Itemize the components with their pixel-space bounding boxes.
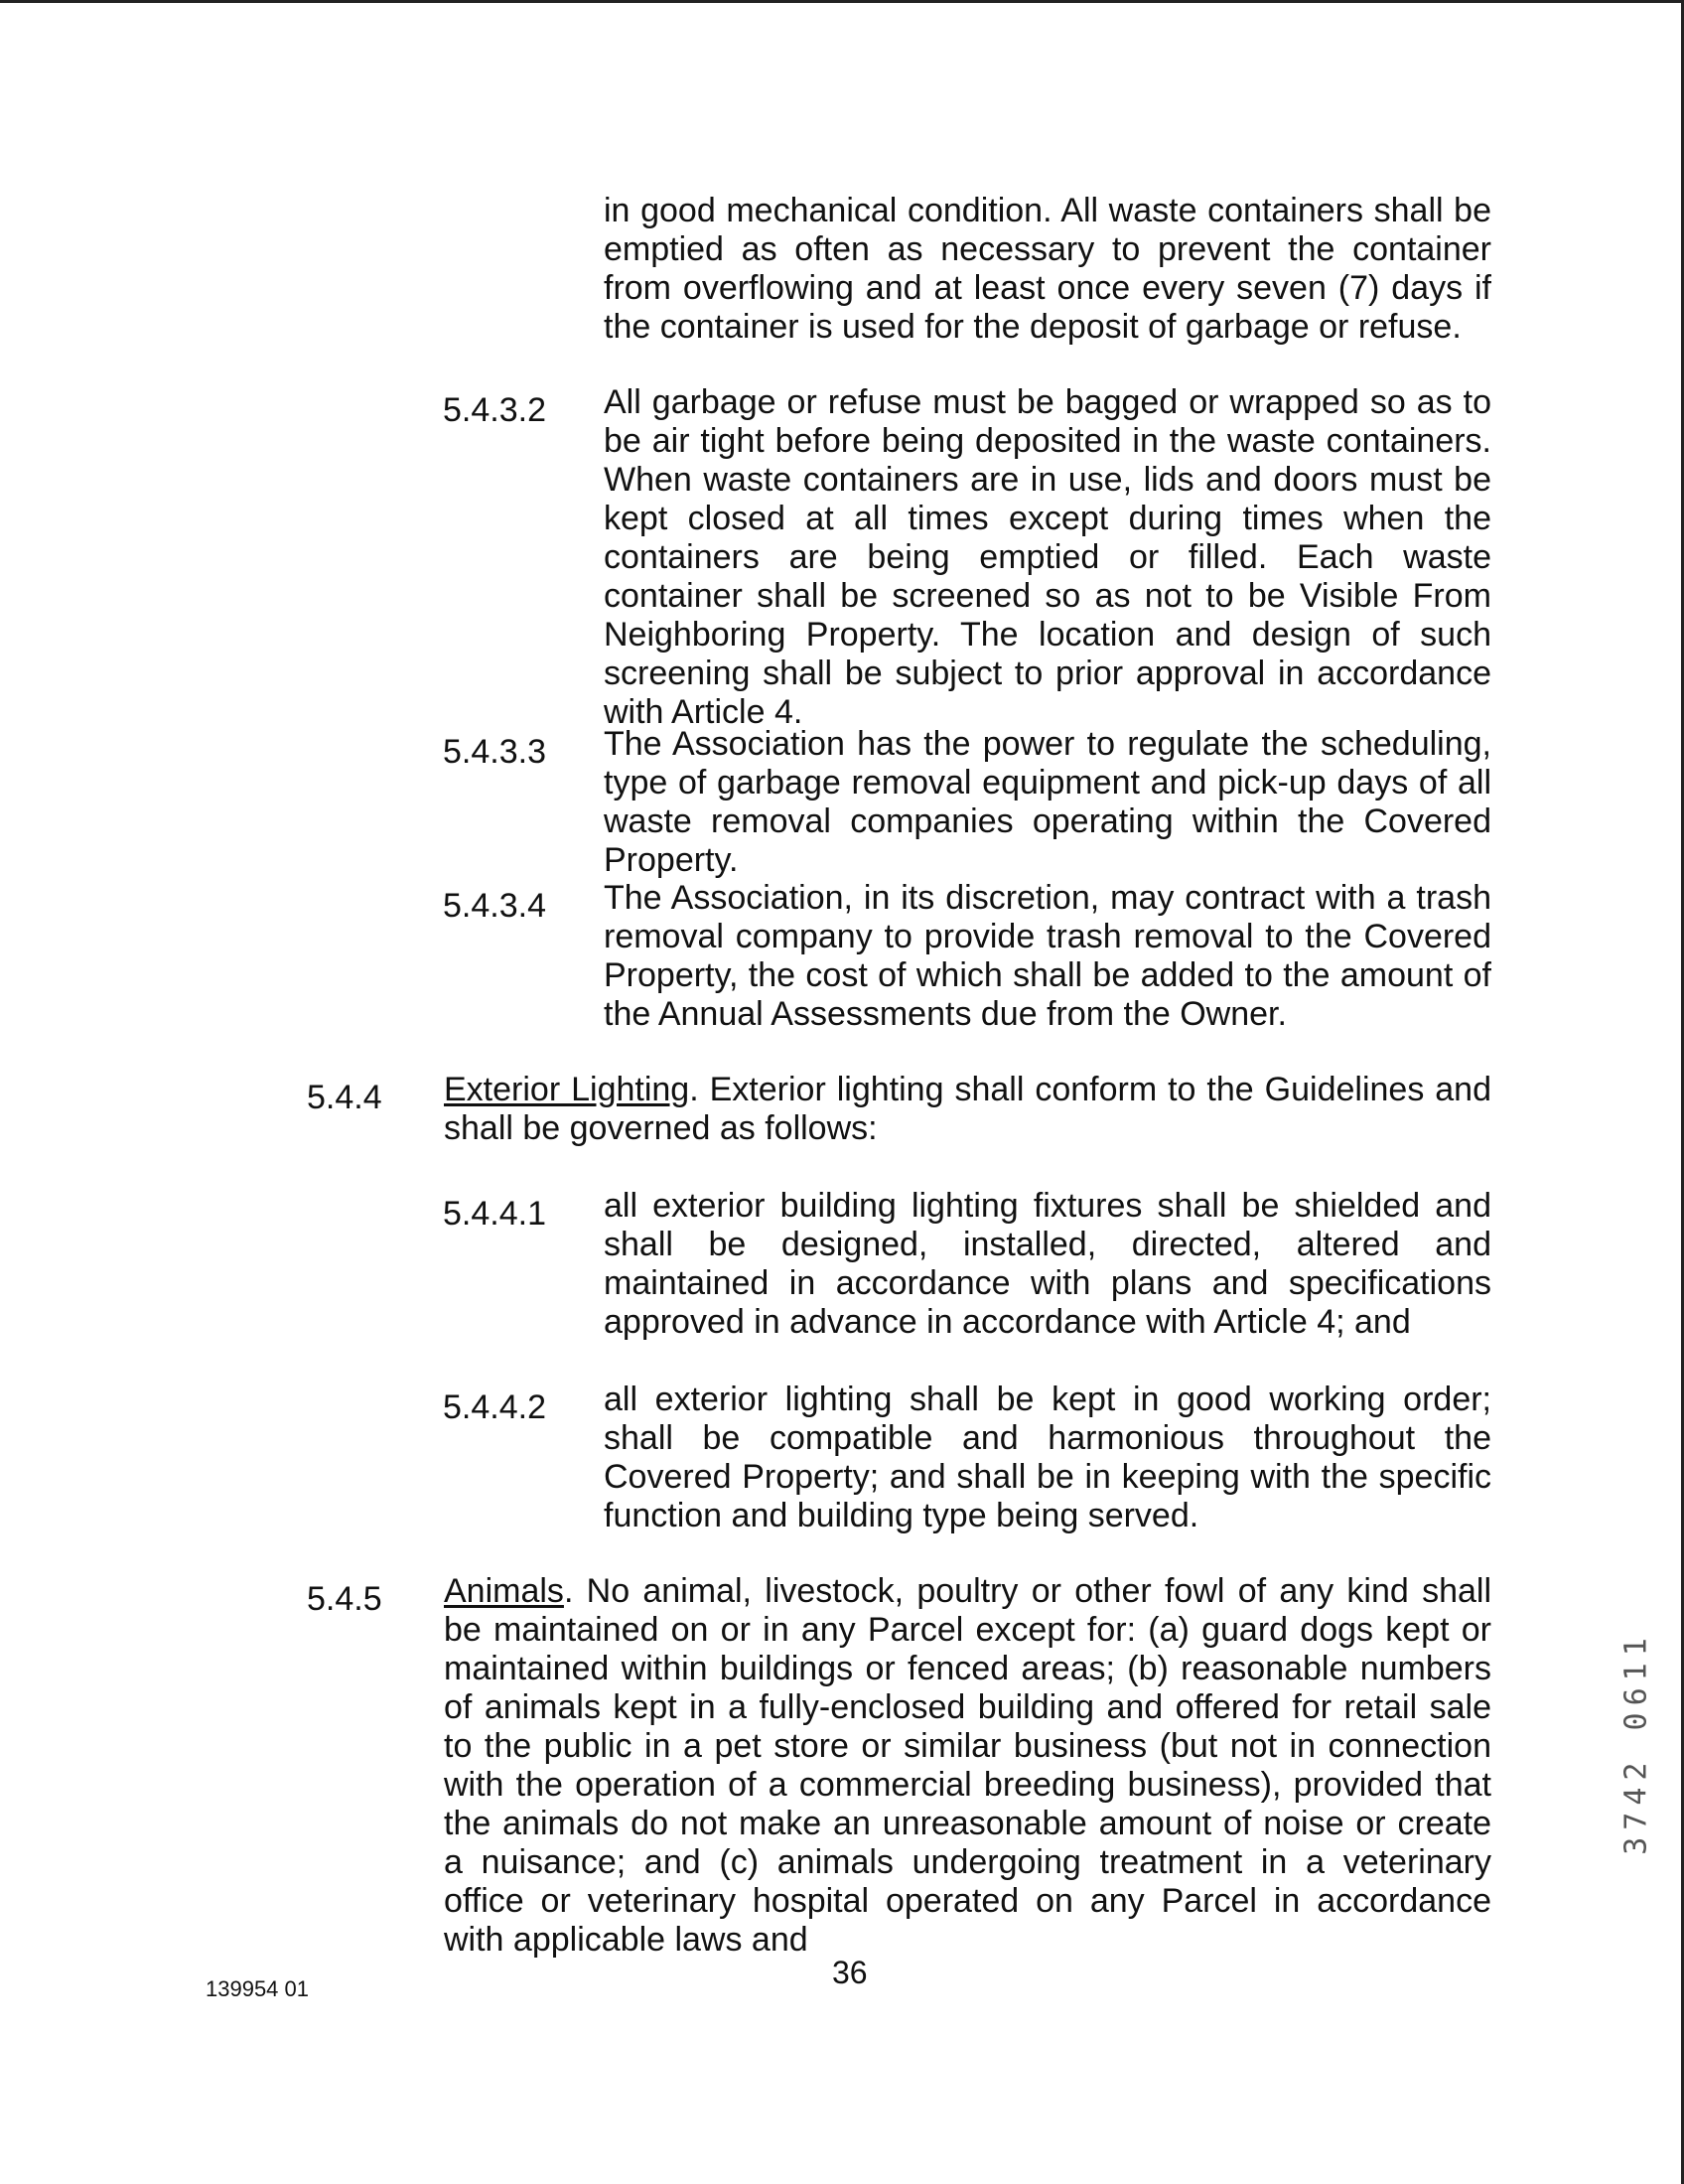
side-recording-stamp-text: 3742 0611 xyxy=(1618,1631,1654,1855)
page-border-top xyxy=(0,0,1684,3)
section-number-5-4-4: 5.4.4 xyxy=(307,1079,382,1116)
section-text-5-4-5 xyxy=(444,1572,1491,1960)
document-id: 139954 01 xyxy=(206,1976,309,2001)
section-heading-exterior-lighting: Exterior Lighting xyxy=(444,1071,690,1108)
section-text-5-4-3-4: The Association, in its discretion, may contract with a trash removal company to provide trash removal to the Covered Property, the cost of which shall be added to the amount of the Annual Assessments due from the Owner. xyxy=(604,879,1491,1033)
section-number-5-4-4-2: 5.4.4.2 xyxy=(443,1388,546,1426)
continuation-paragraph: in good mechanical condition. All waste containers shall be emptied as often as necessary to prevent the container from overflowing and at least once every seven (7) days if the container is used for the deposit of garbage or refuse. xyxy=(604,192,1491,346)
section-text-5-4-3-2: All garbage or refuse must be bagged or wrapped so as to be air tight before being deposited in the waste containers. When waste containers are in use, lids and doors must be kept closed at all times except during times when the containers are being emptied or filled. Each waste container shall be screened so as not to be Visible From Neighboring Property. The location and design of such screening shall be subject to prior approval in accordance with Article 4. xyxy=(604,383,1491,731)
section-number-5-4-3-2: 5.4.3.2 xyxy=(443,391,546,429)
section-text-5-4-4 xyxy=(444,1071,1491,1148)
section-text-5-4-3-3: The Association has the power to regulate the scheduling, type of garbage removal equipment and pick-up days of all waste removal companies operating within the Covered Property. xyxy=(604,725,1491,879)
section-text-5-4-4-2: all exterior lighting shall be kept in good working order; shall be compatible and harmonious throughout the Covered Property; and shall be in keeping with the specific function and building type being served. xyxy=(604,1381,1491,1534)
section-text-5-4-4-1: all exterior building lighting fixtures shall be shielded and shall be designed, installed, directed, altered and maintained in accordance with plans and specifications approved in advance in accordance with Article 4; and xyxy=(604,1187,1491,1341)
section-number-5-4-5: 5.4.5 xyxy=(307,1580,382,1618)
section-number-5-4-3-4: 5.4.3.4 xyxy=(443,887,546,925)
side-recording-stamp xyxy=(1616,1559,1656,1927)
page-number: 36 xyxy=(832,1955,868,1990)
section-body-5-4-4: . Exterior lighting shall conform to the Guidelines and shall be governed as follows: xyxy=(444,1071,1492,1147)
section-number-5-4-4-1: 5.4.4.1 xyxy=(443,1195,546,1233)
section-number-5-4-3-3: 5.4.3.3 xyxy=(443,733,546,771)
section-body-5-4-5: . No animal, livestock, poultry or other fowl of any kind shall be maintained on or in any Parcel except for: (a) guard dogs kept or maintained within buildings or fenced areas; (b) reasonable numbers of animals kept in a fully-enclosed building and offered for retail sale to the public in a pet store or similar business (but not in connection with the operation of a commercial breeding business), provided that the animals do not make an unreasonable amount of noise or create a nuisance; and (c) animals undergoing treatment in a veterinary office or veterinary hospital operated on any Parcel in accordance with applicable laws and xyxy=(444,1572,1491,1959)
section-heading-animals: Animals xyxy=(444,1572,564,1610)
